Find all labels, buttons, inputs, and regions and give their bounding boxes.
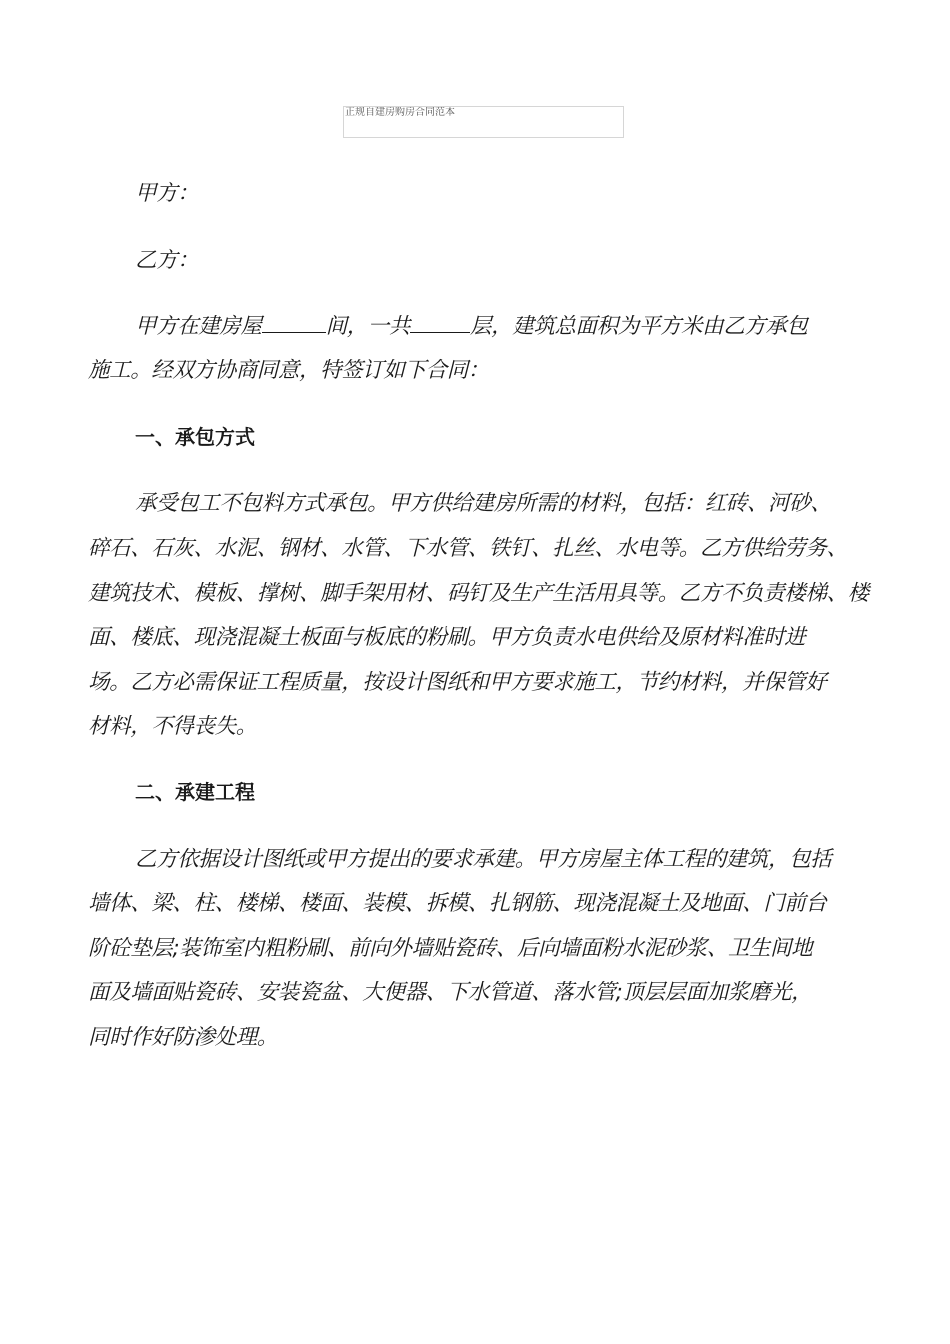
section-1-line: 场。乙方必需保证工程质量，按设计图纸和甲方要求施工，节约材料，并保管好 (88, 670, 827, 695)
page-header-title: 正规自建房购房合同范本 (343, 106, 624, 138)
section-1-line: 碎石、石灰、水泥、钢材、水管、下水管、铁钉、扎丝、水电等。乙方供给劳务、 (88, 536, 848, 561)
section-1-line: 面、楼底、现浇混凝土板面与板底的粉刷。甲方负责水电供给及原材料准时进 (88, 625, 806, 650)
intro-text-3: 层，建筑总面积为平方米由乙方承包 (470, 314, 808, 339)
intro-line-2: 施工。经双方协商同意，特签订如下合同： (88, 358, 489, 383)
section-2-heading: 二、承建工程 (135, 780, 255, 804)
party-a-label: 甲方： (135, 181, 199, 206)
section-1-line: 建筑技术、模板、撑树、脚手架用材、码钉及生产生活用具等。乙方不负责楼梯、楼 (88, 581, 869, 606)
section-1-line: 材料，不得丧失。 (88, 714, 257, 739)
section-2-line: 同时作好防渗处理。 (88, 1025, 278, 1050)
rooms-blank (262, 312, 326, 333)
section-2-line: 阶砼垫层;装饰室内粗粉刷、前向外墙贴瓷砖、后向墙面粉水泥砂浆、卫生间地 (88, 936, 813, 961)
section-2-line: 墙体、梁、柱、楼梯、楼面、装模、拆模、扎钢筋、现浇混凝土及地面、门前台 (88, 891, 827, 916)
intro-line-1 (135, 309, 935, 340)
section-2-line: 乙方依据设计图纸或甲方提出的要求承建。甲方房屋主体工程的建筑，包括 (135, 847, 832, 872)
section-1-line: 承受包工不包料方式承包。甲方供给建房所需的材料，包括：红砖、河砂、 (135, 491, 832, 516)
intro-text-1: 甲方在建房屋 (135, 314, 262, 339)
party-b-label: 乙方： (135, 248, 199, 273)
section-1-heading: 一、承包方式 (135, 425, 255, 449)
intro-text-2: 间，一共 (325, 314, 411, 339)
floors-blank (410, 312, 470, 333)
section-2-line: 面及墙面贴瓷砖、安装瓷盆、大便器、下水管道、落水管;顶层层面加浆磨光， (88, 980, 813, 1005)
